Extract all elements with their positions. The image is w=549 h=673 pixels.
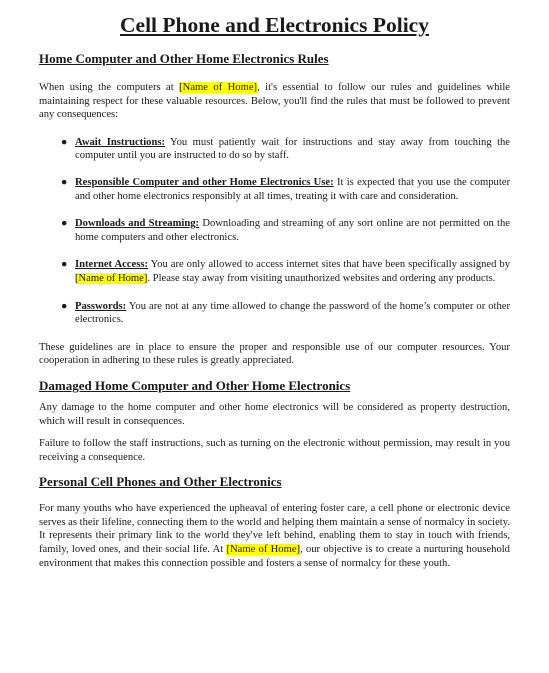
section3-text-after: , our objective is to create a nurturing household environment that makes this connection possible and fosters a sense of normalcy for these youth. <box>39 544 510 569</box>
section-heading-personal-cell-phones: Personal Cell Phones and Other Electronics <box>39 474 282 490</box>
rule-label: Await Instructions: <box>75 136 165 148</box>
bullet-icon: ● <box>61 176 68 188</box>
rule-text: You are not at any time allowed to change the password of the home’s computer or other electronics. <box>75 300 510 326</box>
section1-closing: These guidelines are in place to ensure the proper and responsible use of our computer resources. Your cooperation in adhering to these rules is greatly appreciated. <box>39 341 510 367</box>
section3-text-before: For many youths who have experienced the upheaval of entering foster care, a cell phone or electronic device serves as their lifeline, connecting them to the world and helping them maintain a sense of normalcy in society. It represents their primary link to the world they've left behind, enabling them to stay in touch with friends, family, loved ones, and their social life. At <box>39 503 510 556</box>
rule-text: You are only allowed to access internet sites that have been specifically assigned by <box>148 259 510 271</box>
bullet-icon: ● <box>61 259 68 271</box>
placeholder-name-of-home: [Name of Home] <box>226 544 301 556</box>
section-heading-damaged: Damaged Home Computer and Other Home Electronics <box>39 377 351 393</box>
rule-item <box>39 258 510 285</box>
rule-item <box>39 217 510 244</box>
placeholder-name-of-home: [Name of Home] <box>75 272 148 284</box>
intro-text-before: When using the computers at <box>39 82 180 93</box>
rule-label: Responsible Computer and other Home Electronics Use: <box>75 176 334 188</box>
section1-intro <box>39 81 510 122</box>
rule-item <box>39 300 510 327</box>
bullet-icon: ● <box>61 218 68 230</box>
bullet-icon: ● <box>61 300 68 312</box>
intro-text-after: , it's essential to follow our rules and guidelines while maintaining respect for these valuable resources. Below, you'll find the rules that must be followed to prevent any consequences: <box>39 82 510 121</box>
bullet-icon: ● <box>61 136 68 148</box>
rule-text: You must patiently wait for instructions and stay away from touching the computer until you are instructed to do so by staff. <box>75 136 511 162</box>
rule-text: Downloading and streaming of any sort online are not permitted on the home computers and other electronics. <box>75 218 510 243</box>
section2-paragraph-2: Failure to follow the staff instructions, such as turning on the electronic without permission, may result in you receiving a consequence. <box>39 438 510 463</box>
section-heading-home-computer: Home Computer and Other Home Electronics Rules <box>39 51 329 66</box>
rule-item <box>39 136 510 163</box>
rule-label: Passwords: <box>75 300 127 312</box>
rule-text: . Please stay away from visiting unauthorized websites and ordering any products. <box>147 272 496 284</box>
document-title: Cell Phone and Electronics Policy <box>120 13 429 37</box>
section2-paragraph-1: Any damage to the home computer and other home electronics will be considered as property destruction, which will result in consequences. <box>39 401 510 427</box>
rule-item <box>39 176 510 203</box>
rules-list <box>39 136 510 327</box>
rule-text: It is expected that you use the computer and other home electronics responsibly at all times, treating it with care and consideration. <box>75 176 510 202</box>
section3-paragraph <box>39 502 510 570</box>
placeholder-name-of-home: [Name of Home] <box>179 82 258 93</box>
rule-label: Internet Access: <box>75 259 148 271</box>
rule-label: Downloads and Streaming: <box>75 218 200 230</box>
